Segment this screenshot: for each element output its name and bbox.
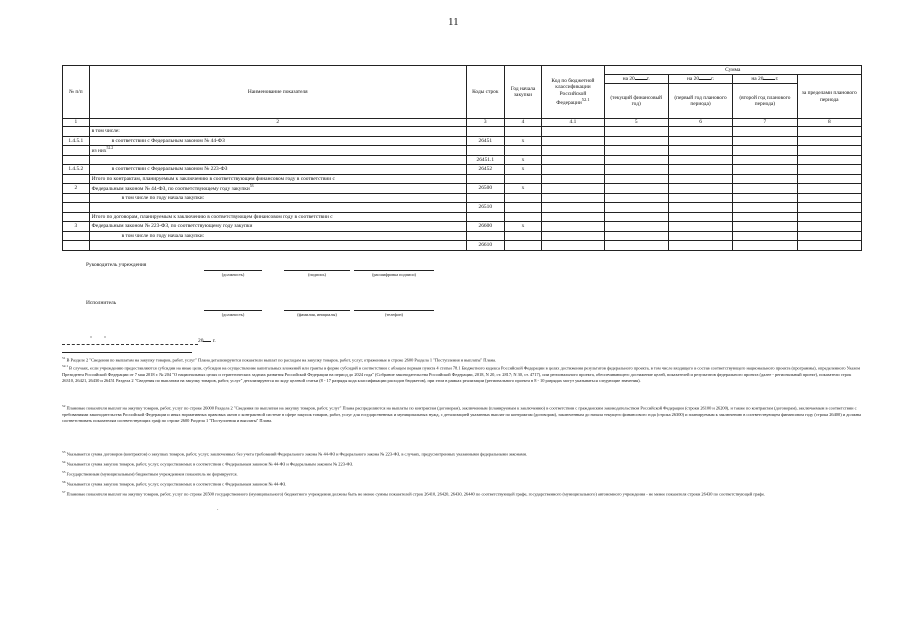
- table-row: [63, 184, 862, 194]
- row-value-cell: [542, 241, 604, 251]
- row-value-cell: [797, 174, 861, 184]
- row-name-text: в том числе по году начала закупки:: [121, 232, 205, 239]
- footnote-text: Указывается сумма закупок товаров, работ, услуг, осуществляемых в соответствии с Федеральным законом № 44-ФЗ.: [66, 481, 287, 487]
- header-year2-desc: (первый год планового периода): [668, 84, 732, 119]
- row-year: [504, 212, 542, 222]
- header-year2-suffix: г.: [711, 75, 715, 82]
- footnote: [62, 450, 862, 458]
- row-name-text: Итого по договорам, планируемым к заключению в соответствующем финансовом году в соответствии с: [91, 213, 333, 220]
- row-value-cell: [668, 146, 732, 156]
- row-value-cell: [604, 136, 668, 146]
- executor-phone-line: [354, 310, 434, 311]
- executor-position-caption: (должность): [221, 312, 245, 317]
- row-value-cell: [733, 241, 797, 251]
- date-year-prefix: 20: [198, 338, 204, 344]
- row-name-sup: 53: [249, 184, 254, 189]
- footnote: [62, 460, 862, 468]
- footnotes-separator: [62, 352, 192, 353]
- row-name-text: из них: [91, 147, 107, 154]
- row-value-cell: [797, 193, 861, 203]
- row-name: [89, 127, 466, 137]
- row-name-sup: 52.2: [106, 146, 114, 151]
- footnote-text: В случаях, если учреждению предоставляются субсидии на иные цели, субсидии на осуществление капитальных вложений или гранты в форме субсидий в соответствии с абзацем первым пункта 4 статьи 78.1 Бюджетного кодекса Российской Федерации в целях достижения результатов федерального проекта, в том числе входящего в состав соответствующего национального проекта (программы), определенного Указом Президента Российской Федерации от 7 мая 2018 г. № 204 "О национальных целях и стратегических задачах развития Российской Федерации на период до 2024 года" (Собрание законодательства Российской Федерации, 2018, N 20, ст. 2817; N 30, ст. 4717), или регионального проекта, обеспечивающего достижение целей, показателей и результатов федерального проекта (далее - региональный проект), показатели строк 26310, 26421, 26430 и 26451 Раздела 2 "Сведения по выплатам на закупку товаров, работ, услуг" детализируются по коду целевой статьи (8 - 17 разряды кода классификации расходов бюджетов), при этом в рамках реализации (регионального проекта в 8 - 10 разрядах могут указываться следующие значения).: [62, 365, 861, 384]
- row-name-text: Федеральным законом № 223-ФЗ, по соответствующему году закупки: [91, 223, 253, 229]
- row-value-cell: [733, 136, 797, 146]
- footnote: [62, 404, 862, 425]
- row-value-cell: [733, 184, 797, 194]
- header-kbk-sup: 52.1: [581, 97, 590, 103]
- executor-position-line: [204, 310, 262, 311]
- row-value-cell: [733, 155, 797, 165]
- row-name: [89, 184, 466, 194]
- row-code: 26610: [466, 241, 504, 251]
- header-year3-desc: (второй год планового периода): [733, 84, 797, 119]
- row-name-text: Федеральным законом № 44-ФЗ, по соответствующему году закупки: [91, 185, 250, 192]
- row-name: [89, 222, 466, 232]
- row-code: 26500: [466, 184, 504, 194]
- row-year: [504, 203, 542, 213]
- scan-speck: .: [217, 506, 219, 512]
- row-name: [89, 136, 466, 146]
- executor-name-line: [284, 310, 350, 311]
- row-value-cell: [797, 231, 861, 241]
- row-code: [466, 146, 504, 156]
- row-value-cell: [668, 127, 732, 137]
- footnote-text: Государственным (муниципальным) бюджетным учреждением показатель не формируется.: [66, 471, 238, 477]
- row-name: [89, 165, 466, 175]
- row-value-cell: [797, 212, 861, 222]
- row-code: 26451: [466, 136, 504, 146]
- header-year3-suffix: г.: [775, 75, 779, 82]
- row-number: [63, 146, 90, 156]
- row-number: [63, 231, 90, 241]
- row-number: [63, 212, 90, 222]
- row-name: [89, 231, 466, 241]
- footnote-text: Плановые показатели выплат на закупку товаров, работ, услуг по строке 26500 государственного (муниципального) бюджетного учреждения должны быть не менее суммы показателей строк 26410, 26420, 26430, 26440 по соответствующей графе, государственного (муниципального) автономного учреждения - не менее показателя строки 26430 по соответствующей графе.: [66, 491, 766, 497]
- footnote: [62, 364, 862, 385]
- header-beyond: за пределами планового периода: [797, 75, 861, 119]
- row-value-cell: [604, 231, 668, 241]
- row-code: 26600: [466, 222, 504, 232]
- head-position-line: [204, 270, 262, 271]
- column-number: 4: [504, 119, 542, 127]
- row-year: x: [504, 222, 542, 232]
- row-value-cell: [542, 193, 604, 203]
- row-value-cell: [542, 212, 604, 222]
- table-row: [63, 231, 862, 241]
- footnote-sup: 56: [62, 480, 66, 484]
- head-name-caption: (расшифровка подписи): [372, 272, 416, 277]
- row-number: [63, 193, 90, 203]
- row-value-cell: [797, 203, 861, 213]
- row-value-cell: [797, 222, 861, 232]
- footnote-text: В Разделе 2 "Сведения по выплатам на закупку товаров, работ, услуг" Плана детализируются показатели выплат по расходам на закупку товаров, работ, услуг, отраженные в строке 2600 Раздела 1 "Поступления и выплаты" Плана.: [66, 357, 497, 363]
- head-signature-line: [284, 270, 350, 271]
- header-kbk: [542, 66, 604, 119]
- row-name: [89, 203, 466, 213]
- header-kbk-text: Код по бюджетной классификации Российской Федерации: [551, 77, 595, 106]
- footnote-sup: 57: [62, 490, 66, 494]
- row-value-cell: [604, 184, 668, 194]
- row-value-cell: [733, 203, 797, 213]
- row-value-cell: [542, 203, 604, 213]
- table-row: [63, 203, 862, 213]
- row-value-cell: [797, 146, 861, 156]
- footnote: [62, 490, 862, 498]
- row-code: [466, 193, 504, 203]
- header-year3-prefix: на 20: [751, 75, 764, 82]
- row-value-cell: [668, 212, 732, 222]
- row-number: [63, 174, 90, 184]
- row-name: [89, 155, 466, 165]
- row-value-cell: [542, 174, 604, 184]
- footnote-text: Плановые показатели выплат на закупку товаров, работ, услуг по строке 26000 Раздела 2 "Сведения по выплатам на закупку товаров, работ, услуг" Плана распределяются на выплаты по контрактам (договорам), заключенным (планируемым к заключению) в соответствии с гражданским законодательством Российской Федерации (строки 26100 и 26200), и также по контрактам (договорам), заключаемым в соответствии с требованиями законодательства Российской Федерации и иных нормативных правовых актов о контрактной системе в сфере закупок товаров, работ, услуг для государственных и муниципальных нужд, с детализацией указанных выплат по контрактам (договорам), заключенным до начала текущего финансового года (строка 26300) и планируемым к заключению в соответствующем финансовом году (строка 26400) и должны соответствовать показателям соответствующих граф по строке 2600 Раздела 1 "Поступления и выплаты" Плана.: [62, 405, 862, 424]
- footnote-sup: 53: [62, 450, 66, 454]
- row-value-cell: [797, 241, 861, 251]
- row-value-cell: [542, 136, 604, 146]
- row-value-cell: [668, 184, 732, 194]
- column-number: 3: [466, 119, 504, 127]
- row-number: 1.4.5.1: [63, 136, 90, 146]
- row-name-text: в соответствии с Федеральным законом № 223-ФЗ: [111, 166, 228, 172]
- footnote-sup: 52.1: [62, 364, 68, 368]
- row-year: x: [504, 136, 542, 146]
- row-value-cell: [668, 241, 732, 251]
- header-year1: [604, 75, 668, 84]
- row-number: 2: [63, 184, 90, 194]
- table-row: [63, 155, 862, 165]
- table-row: [63, 146, 862, 156]
- row-name: [89, 146, 466, 156]
- row-name-text: в соответствии с Федеральным законом № 44-ФЗ: [111, 137, 225, 144]
- column-number: 2: [89, 119, 466, 127]
- row-value-cell: [604, 222, 668, 232]
- table-body: [63, 127, 862, 251]
- footnote-sup: 51: [62, 356, 66, 360]
- header-year: Год начала закупки: [504, 66, 542, 119]
- row-value-cell: [733, 222, 797, 232]
- row-value-cell: [542, 155, 604, 165]
- page-number: 11: [448, 16, 459, 28]
- date-day-line: [62, 344, 124, 345]
- table-row: [63, 136, 862, 146]
- row-name-text: в том числе по году начала закупки:: [121, 194, 205, 201]
- row-name: [89, 174, 466, 184]
- date-month-line: [126, 344, 198, 345]
- row-value-cell: [604, 193, 668, 203]
- row-year: x: [504, 184, 542, 194]
- footnote-sup: 54: [62, 460, 66, 464]
- column-number: 5: [604, 119, 668, 127]
- table-row: [63, 193, 862, 203]
- row-value-cell: [733, 231, 797, 241]
- row-value-cell: [604, 127, 668, 137]
- row-value-cell: [668, 203, 732, 213]
- date-year-suffix: г.: [212, 338, 216, 344]
- row-value-cell: [668, 174, 732, 184]
- row-value-cell: [604, 212, 668, 222]
- header-year2: [668, 75, 732, 84]
- header-code: Коды строк: [466, 66, 504, 119]
- row-value-cell: [668, 193, 732, 203]
- row-value-cell: [733, 146, 797, 156]
- row-value-cell: [542, 165, 604, 175]
- column-number: 6: [668, 119, 732, 127]
- row-number: 3: [63, 222, 90, 232]
- footnote-sup: 52: [62, 404, 66, 408]
- plan-table: [62, 65, 862, 251]
- row-number: [63, 127, 90, 137]
- head-name-line: [354, 270, 434, 271]
- footnote-sup: 55: [62, 470, 66, 474]
- row-value-cell: [733, 174, 797, 184]
- row-value-cell: [604, 155, 668, 165]
- row-code: [466, 174, 504, 184]
- row-value-cell: [668, 231, 732, 241]
- row-name-text: Итого по контрактам, планируемым к заключению в соответствующем финансовом году в соответствии с: [91, 175, 335, 182]
- row-value-cell: [604, 241, 668, 251]
- row-value-cell: [797, 165, 861, 175]
- row-value-cell: [542, 184, 604, 194]
- head-signature-caption: (подпись): [308, 272, 326, 277]
- row-value-cell: [542, 231, 604, 241]
- row-number: [63, 241, 90, 251]
- row-year: x: [504, 165, 542, 175]
- row-value-cell: [668, 222, 732, 232]
- header-year1-prefix: на 20: [622, 75, 635, 82]
- column-number: 1: [63, 119, 90, 127]
- row-value-cell: [604, 165, 668, 175]
- table-row: [63, 165, 862, 175]
- table-row: [63, 212, 862, 222]
- column-number: 7: [733, 119, 797, 127]
- row-code: [466, 127, 504, 137]
- row-year: [504, 174, 542, 184]
- header-sums: Сумма: [604, 66, 862, 75]
- row-value-cell: [733, 127, 797, 137]
- row-code: [466, 231, 504, 241]
- head-position-caption: (должность): [221, 272, 245, 277]
- executor-name-caption: (фамилия, инициалы): [297, 312, 337, 317]
- row-value-cell: [668, 155, 732, 165]
- row-value-cell: [797, 136, 861, 146]
- row-code: 26510: [466, 203, 504, 213]
- row-value-cell: [733, 193, 797, 203]
- table-row: [63, 241, 862, 251]
- table-row: [63, 127, 862, 137]
- header-year1-suffix: г.: [646, 75, 650, 82]
- row-year: [504, 193, 542, 203]
- footnote: [62, 470, 862, 478]
- row-code: [466, 212, 504, 222]
- row-value-cell: [797, 127, 861, 137]
- row-value-cell: [542, 146, 604, 156]
- row-year: [504, 241, 542, 251]
- row-value-cell: [733, 212, 797, 222]
- footnote: [62, 480, 862, 488]
- footnote-text: Указывается сумма закупок товаров, работ, услуг, осуществляемых в соответствии с Федеральным законом № 44-ФЗ и Федеральным законом № 223-ФЗ.: [66, 461, 354, 467]
- row-value-cell: [668, 136, 732, 146]
- column-number: 8: [797, 119, 861, 127]
- column-number: 4.1: [542, 119, 604, 127]
- row-value-cell: [604, 146, 668, 156]
- row-value-cell: [668, 165, 732, 175]
- header-year2-prefix: на 20: [687, 75, 700, 82]
- footnote-text: Указывается сумма договоров (контрактов) о закупках товаров, работ, услуг, заключенных без учета требований Федерального закона № 44-ФЗ и Федерального закона № 223-ФЗ, в случаях, предусмотренных указанными федеральными законами.: [66, 451, 528, 457]
- row-value-cell: [797, 155, 861, 165]
- executor-signature-label: Исполнитель: [86, 300, 117, 306]
- header-num: № п/п: [63, 66, 90, 119]
- date-year: [198, 338, 216, 344]
- row-year: x: [504, 155, 542, 165]
- header-year1-desc: (текущий финансовый год): [604, 84, 668, 119]
- row-name: [89, 212, 466, 222]
- row-year: [504, 231, 542, 241]
- row-value-cell: [733, 165, 797, 175]
- head-signature-label: Руководитель учреждения: [86, 262, 147, 268]
- row-year: [504, 127, 542, 137]
- row-value-cell: [797, 184, 861, 194]
- row-number: [63, 203, 90, 213]
- row-value-cell: [542, 127, 604, 137]
- header-year3: [733, 75, 797, 84]
- column-numbers-row: [63, 119, 862, 127]
- row-name: [89, 193, 466, 203]
- table-row: [63, 222, 862, 232]
- row-number: 1.4.5.2: [63, 165, 90, 175]
- header-name: Наименование показателя: [89, 66, 466, 119]
- row-name: [89, 241, 466, 251]
- row-name-text: в том числе:: [91, 128, 120, 134]
- footnote: [62, 356, 862, 364]
- table-row: [63, 174, 862, 184]
- row-number: [63, 155, 90, 165]
- row-value-cell: [604, 203, 668, 213]
- row-value-cell: [604, 174, 668, 184]
- date-quote-close: ": [104, 336, 107, 342]
- row-year: [504, 146, 542, 156]
- row-code: 26452: [466, 165, 504, 175]
- row-code: 26451.1: [466, 155, 504, 165]
- executor-phone-caption: (телефон): [385, 312, 403, 317]
- row-value-cell: [542, 222, 604, 232]
- date-quote-open: ": [90, 336, 93, 342]
